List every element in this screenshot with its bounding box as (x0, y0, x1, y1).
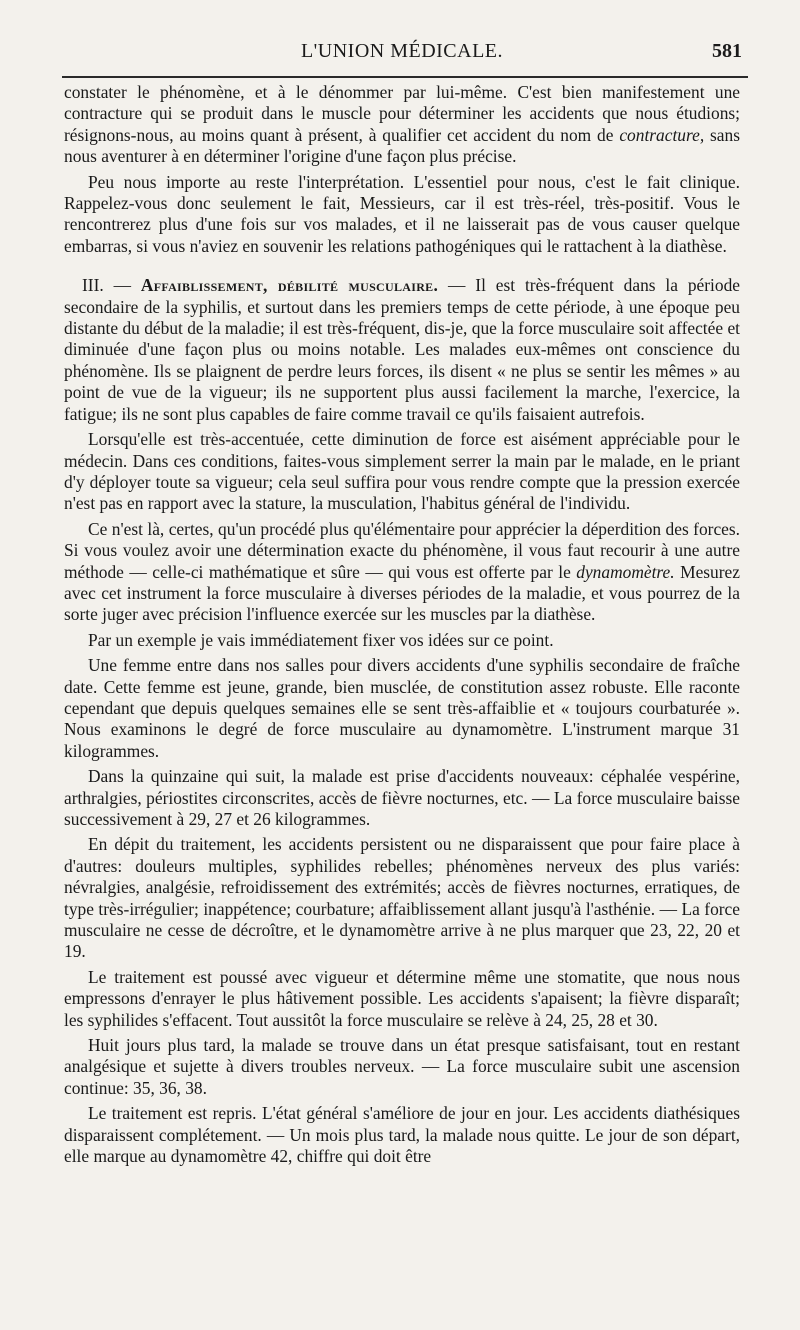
paragraph (64, 655, 740, 762)
paragraph-text: Par un exemple je vais immédiatement fixer vos idées sur ce point. (88, 629, 554, 650)
paragraph (64, 630, 740, 651)
paragraph (64, 1103, 740, 1167)
italic-term: contracture, (619, 124, 705, 145)
running-head (62, 40, 742, 68)
paragraph-text: sans nous aventurer à en déterminer l'origine d'une façon plus précise. (64, 124, 740, 167)
paragraph (64, 172, 740, 258)
section-number: III. — (82, 275, 141, 296)
paragraph-text: Ce n'est là, certes, qu'un procédé plus qu'élémentaire pour apprécier la déperdition des forces. Si vous voulez avoir une détermination exacte du phénomène, il vous faut recourir à une autre méthode — celle-ci mathématique et sûre — qui vous est offerte par le (64, 518, 740, 582)
running-title: L'UNION MÉDICALE. (300, 40, 504, 62)
paragraph-text: Peu nous importe au reste l'interprétation. L'essentiel pour nous, c'est le fait clinique. Rappelez-vous donc seulement le fait, Messieurs, car il est très-réel, très-positif. Vous le rencontrerez plus d'une fois sur vos malades, et il ne laisserait pas de vous causer quelque embarras, si vous n'aviez en souvenir les relations pathogéniques qui le rattachent à la diathèse. (64, 171, 740, 256)
header-rule (62, 76, 748, 78)
paragraph (64, 1035, 740, 1099)
paragraph-text: Mesurez avec cet instrument la force musculaire à diverses périodes de la maladie, et vous pourrez de la sorte juger avec précision l'influence exercée sur les muscles par la diathèse. (64, 561, 740, 625)
paragraph-text: constater le phénomène, et à le dénommer par lui-même. C'est bien manifestement une contracture qui se produit dans le muscle pour déterminer les accidents que nous étudions; résignons-nous, au moins quant à présent, à qualifier cet accident du nom de (64, 82, 740, 145)
paragraph-text: Une femme entre dans nos salles pour divers accidents d'une syphilis secondaire de fraîche date. Cette femme est jeune, grande, bien musclée, de constitution assez robuste. Elle raconte cependant que depuis quelques semaines elle se sent très-affaiblie et « toujours courbaturée ». Nous examinons le degré de force musculaire au dynamomètre. L'instrument marque 31 kilogrammes. (64, 655, 740, 761)
italic-term: dynamomètre. (576, 561, 675, 582)
paragraph-text: Le traitement est repris. L'état général s'améliore de jour en jour. Les accidents diathésiques disparaissent complétement. — Un mois plus tard, la malade nous quitte. Le jour de son départ, elle marque au dynamomètre 42, chiffre qui doit être (64, 1103, 740, 1167)
paragraph-text: Huit jours plus tard, la malade se trouve dans un état presque satisfaisant, tout en restant analgésique et sujette à divers troubles nerveux. — La force musculaire subit une ascension continue: 35, 36, 38. (64, 1035, 740, 1098)
paragraph (64, 429, 740, 515)
section-heading: Affaiblissement, débilité musculaire. (140, 275, 439, 296)
paragraph (64, 766, 740, 830)
article-body (64, 82, 740, 1172)
paragraph (64, 519, 740, 626)
page-number: 581 (712, 40, 742, 62)
paragraph-text: Dans la quinzaine qui suit, la malade est prise d'accidents nouveaux: céphalée vespérine, arthralgies, périostites circonscrites, accès de fièvre nocturnes, etc. — La force musculaire baisse successivement à 29, 27 et 26 kilogrammes. (64, 766, 740, 829)
paragraph (64, 967, 740, 1031)
paragraph (64, 82, 740, 168)
paragraph-text: — Il est très-fréquent dans la période secondaire de la syphilis, et surtout dans les premiers temps de cette période, à une époque peu distante du début de la maladie; il est très-fréquent, dis-je, que la force musculaire soit affectée et diminuée d'une façon plus ou moins notable. Les malades eux-mêmes ont conscience du phénomène. Ils se plaignent de perdre leurs forces, ils disent « ne plus se sentir les mêmes » au point de vue de la vigueur; ils ne supportent plus aussi facilement la marche, l'exercice, la fatigue; ils ne sont plus capables de faire comme travail ce qu'ils faisaient autrefois. (64, 275, 740, 424)
paragraph-text: En dépit du traitement, les accidents persistent ou ne disparaissent que pour faire place à d'autres: douleurs multiples, syphilides rebelles; phénomènes nerveux des plus variés: névralgies, analgésie, refroidissement des extrémités; accès de fièvres nocturnes, erratiques, de type très-irrégulier; inappétence; courbature; affaiblissement allant jusqu'à l'asthénie. — La force musculaire ne cesse de décroître, et le dynamomètre arrive à ne plus marquer que 23, 22, 20 et 19. (64, 834, 740, 962)
paragraph-text: Lorsqu'elle est très-accentuée, cette diminution de force est aisément appréciable pour le médecin. Dans ces conditions, faites-vous simplement serrer la main par le malade, en le priant d'y déployer toute sa vigueur; cela seul suffira pour vous rendre compte que la pression exercée n'est pas en rapport avec la stature, la musculation, l'habitus général de l'individu. (64, 429, 740, 514)
paragraph (64, 834, 740, 962)
section-paragraph (64, 275, 740, 425)
paragraph-text: Le traitement est poussé avec vigueur et détermine même une stomatite, que nous nous empressons d'enrayer le plus hâtivement possible. Les accidents s'apaisent; la fièvre disparaît; les syphilides s'effacent. Tout aussitôt la force musculaire se relève à 24, 25, 28 et 30. (64, 966, 740, 1030)
